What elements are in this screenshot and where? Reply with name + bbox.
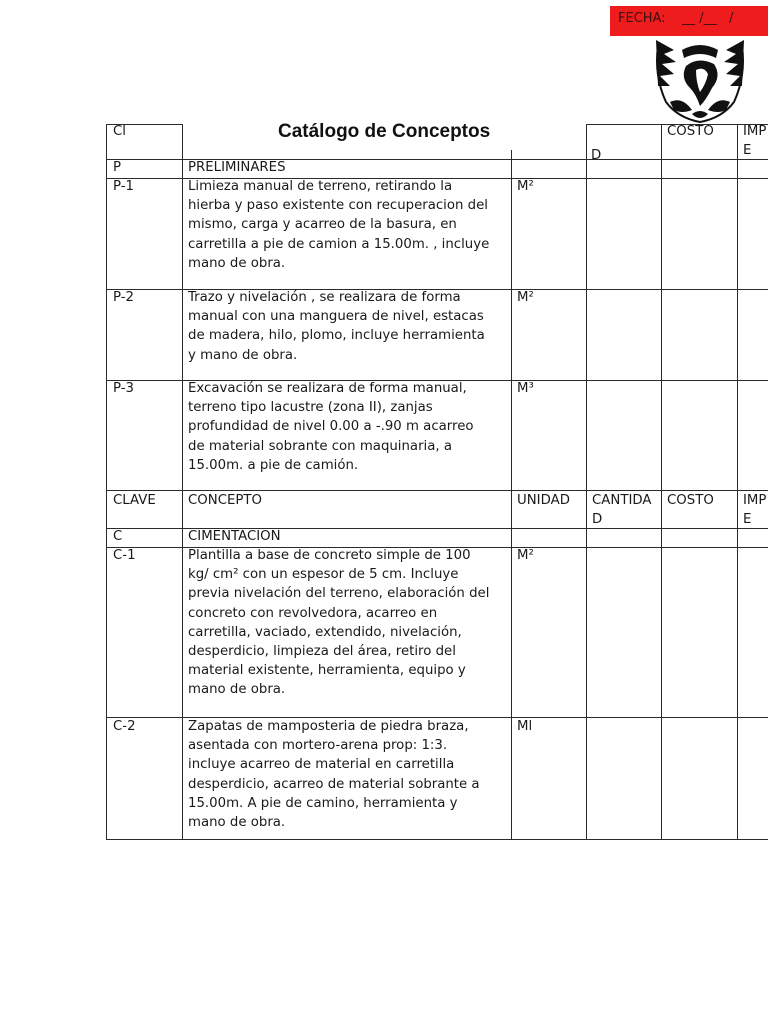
header-unidad: UNIDAD [517,493,570,508]
row-description: Limieza manual de terreno, retirando la hierba y paso existente con recuperacion del mismo, carga y acarreo de la basura, en carretilla a pie de camion a 15.00m. , incluye mano de obra. [188,179,490,271]
row-unit: M³ [517,381,534,396]
header-cantidad: CANTIDA [592,493,652,508]
row-code: P-1 [113,179,134,194]
header-importe-tail: E [743,143,752,158]
fecha-field[interactable]: FECHA: __ /__ / [610,6,768,36]
header-importe: IMP [743,124,767,139]
row-code: C-2 [113,719,136,734]
section-name: PRELIMINARES [188,160,286,175]
row-unit: Ml [517,719,533,734]
page-title: Catálogo de Conceptos [278,121,491,142]
header-concepto: CONCEPTO [188,493,262,508]
header-cantidad-tail: D [592,512,603,527]
header-importe: IMP [743,493,767,508]
row-unit: M² [517,179,534,194]
row-description: Plantilla a base de concreto simple de 100 kg/ cm² con un espesor de 5 cm. Incluye previa nivelación del terreno, elaboración del concreto con revolvedora, acarreo en carretilla, vaciado, extendido, nivelación, desperdicio, limpieza del área, retiro del material existente, herramienta, equipo y mano de obra. [188,548,490,698]
header-importe-tail: E [743,512,752,527]
unam-seal-logo [652,36,748,126]
row-description: Trazo y nivelación , se realizara de forma manual con una manguera de nivel, estacas de madera, hilo, plomo, incluye herramienta y mano de obra. [188,290,485,363]
row-description: Excavación se realizara de forma manual, terreno tipo lacustre (zona II), zanjas profundidad de nivel 0.00 a -.90 m acarreo de material sobrante con maquinaria, a 15.00m. a pie de camión. [188,381,474,473]
header-cantidad-tail: D [591,148,602,160]
header-clave: CLAVE [113,493,156,508]
section-code: C [113,529,123,544]
header-costo: COSTO [667,493,714,508]
row-code: C-1 [113,548,136,563]
row-code: P-2 [113,290,134,305]
section-name: CIMENTACION [188,529,281,544]
section-code: P [113,160,122,175]
row-code: P-3 [113,381,134,396]
row-unit: M² [517,548,534,563]
header-clave: Cl [113,124,126,139]
row-description: Zapatas de mamposteria de piedra braza, asentada con mortero-arena prop: 1:3. incluye acarreo de material en carretilla desperdicio, acarreo de material sobrante a 15.00m. A pie de camino, herramienta y mano de obra. [188,719,480,831]
row-unit: M² [517,290,534,305]
header-costo: COSTO [667,124,714,139]
